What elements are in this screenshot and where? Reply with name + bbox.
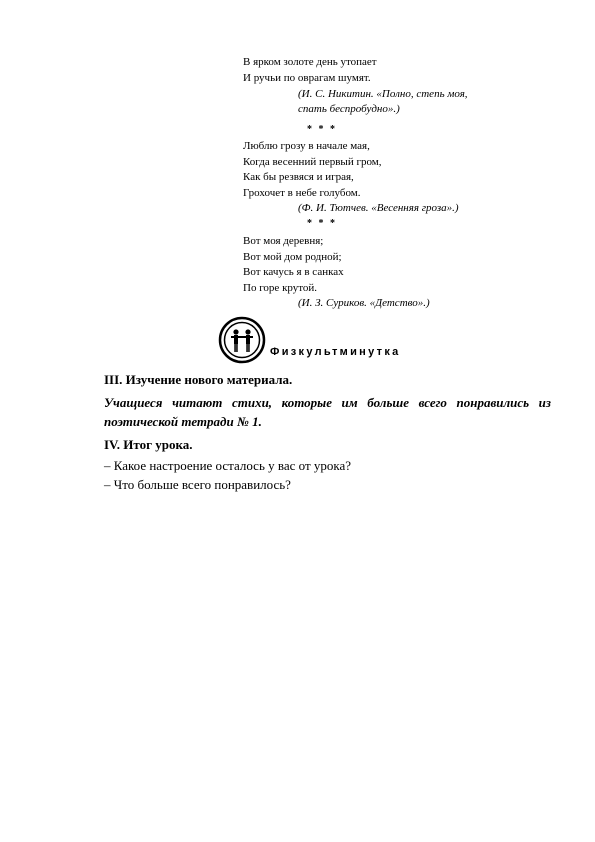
poem-line: Как бы резвяся и играя, bbox=[243, 171, 354, 183]
exercise-icon bbox=[218, 316, 266, 364]
poem-line: По горе крутой. bbox=[243, 281, 318, 294]
poem-nikitin bbox=[243, 55, 377, 86]
poem-line: Вот мой дом родной; bbox=[243, 250, 342, 263]
poem-line: Грохочет в небе голубом. bbox=[243, 186, 361, 199]
poem-attribution: (И. С. Никитин. «Полно, степь моя, bbox=[298, 88, 468, 100]
poem-attribution: спать беспробудно».) bbox=[298, 103, 400, 115]
stanza-separator: * * * bbox=[307, 124, 337, 135]
stanza-separator: * * * bbox=[307, 218, 337, 229]
section-heading: IV. Итог урока. bbox=[104, 437, 193, 452]
poem-tyutchev bbox=[243, 139, 381, 201]
poem-attribution: (И. З. Суриков. «Детство».) bbox=[298, 297, 430, 309]
poem-line: Люблю грозу в начале мая, bbox=[243, 140, 370, 152]
poem-line: В ярком золоте день утопает bbox=[243, 56, 377, 68]
fizminutka-title: Физкультминутка bbox=[270, 346, 401, 358]
poem-surikov bbox=[243, 234, 344, 296]
section-heading: III. Изучение нового материала. bbox=[104, 372, 293, 387]
poem-line: Вот качусь я в санках bbox=[243, 266, 344, 278]
section-text: Учащиеся читают стихи, которые им больше всего понравились из поэтической тетради № 1. bbox=[104, 395, 551, 429]
poem-line: И ручьи по оврагам шумят. bbox=[243, 71, 371, 84]
question-line: – Что больше всего понравилось? bbox=[104, 477, 291, 492]
question-line: – Какое настроение осталось у вас от урока? bbox=[104, 458, 352, 473]
poem-line: Вот моя деревня; bbox=[243, 235, 324, 247]
poem-attribution: (Ф. И. Тютчев. «Весенняя гроза».) bbox=[298, 202, 459, 214]
poem-line: Когда весенний первый гром, bbox=[243, 155, 382, 168]
